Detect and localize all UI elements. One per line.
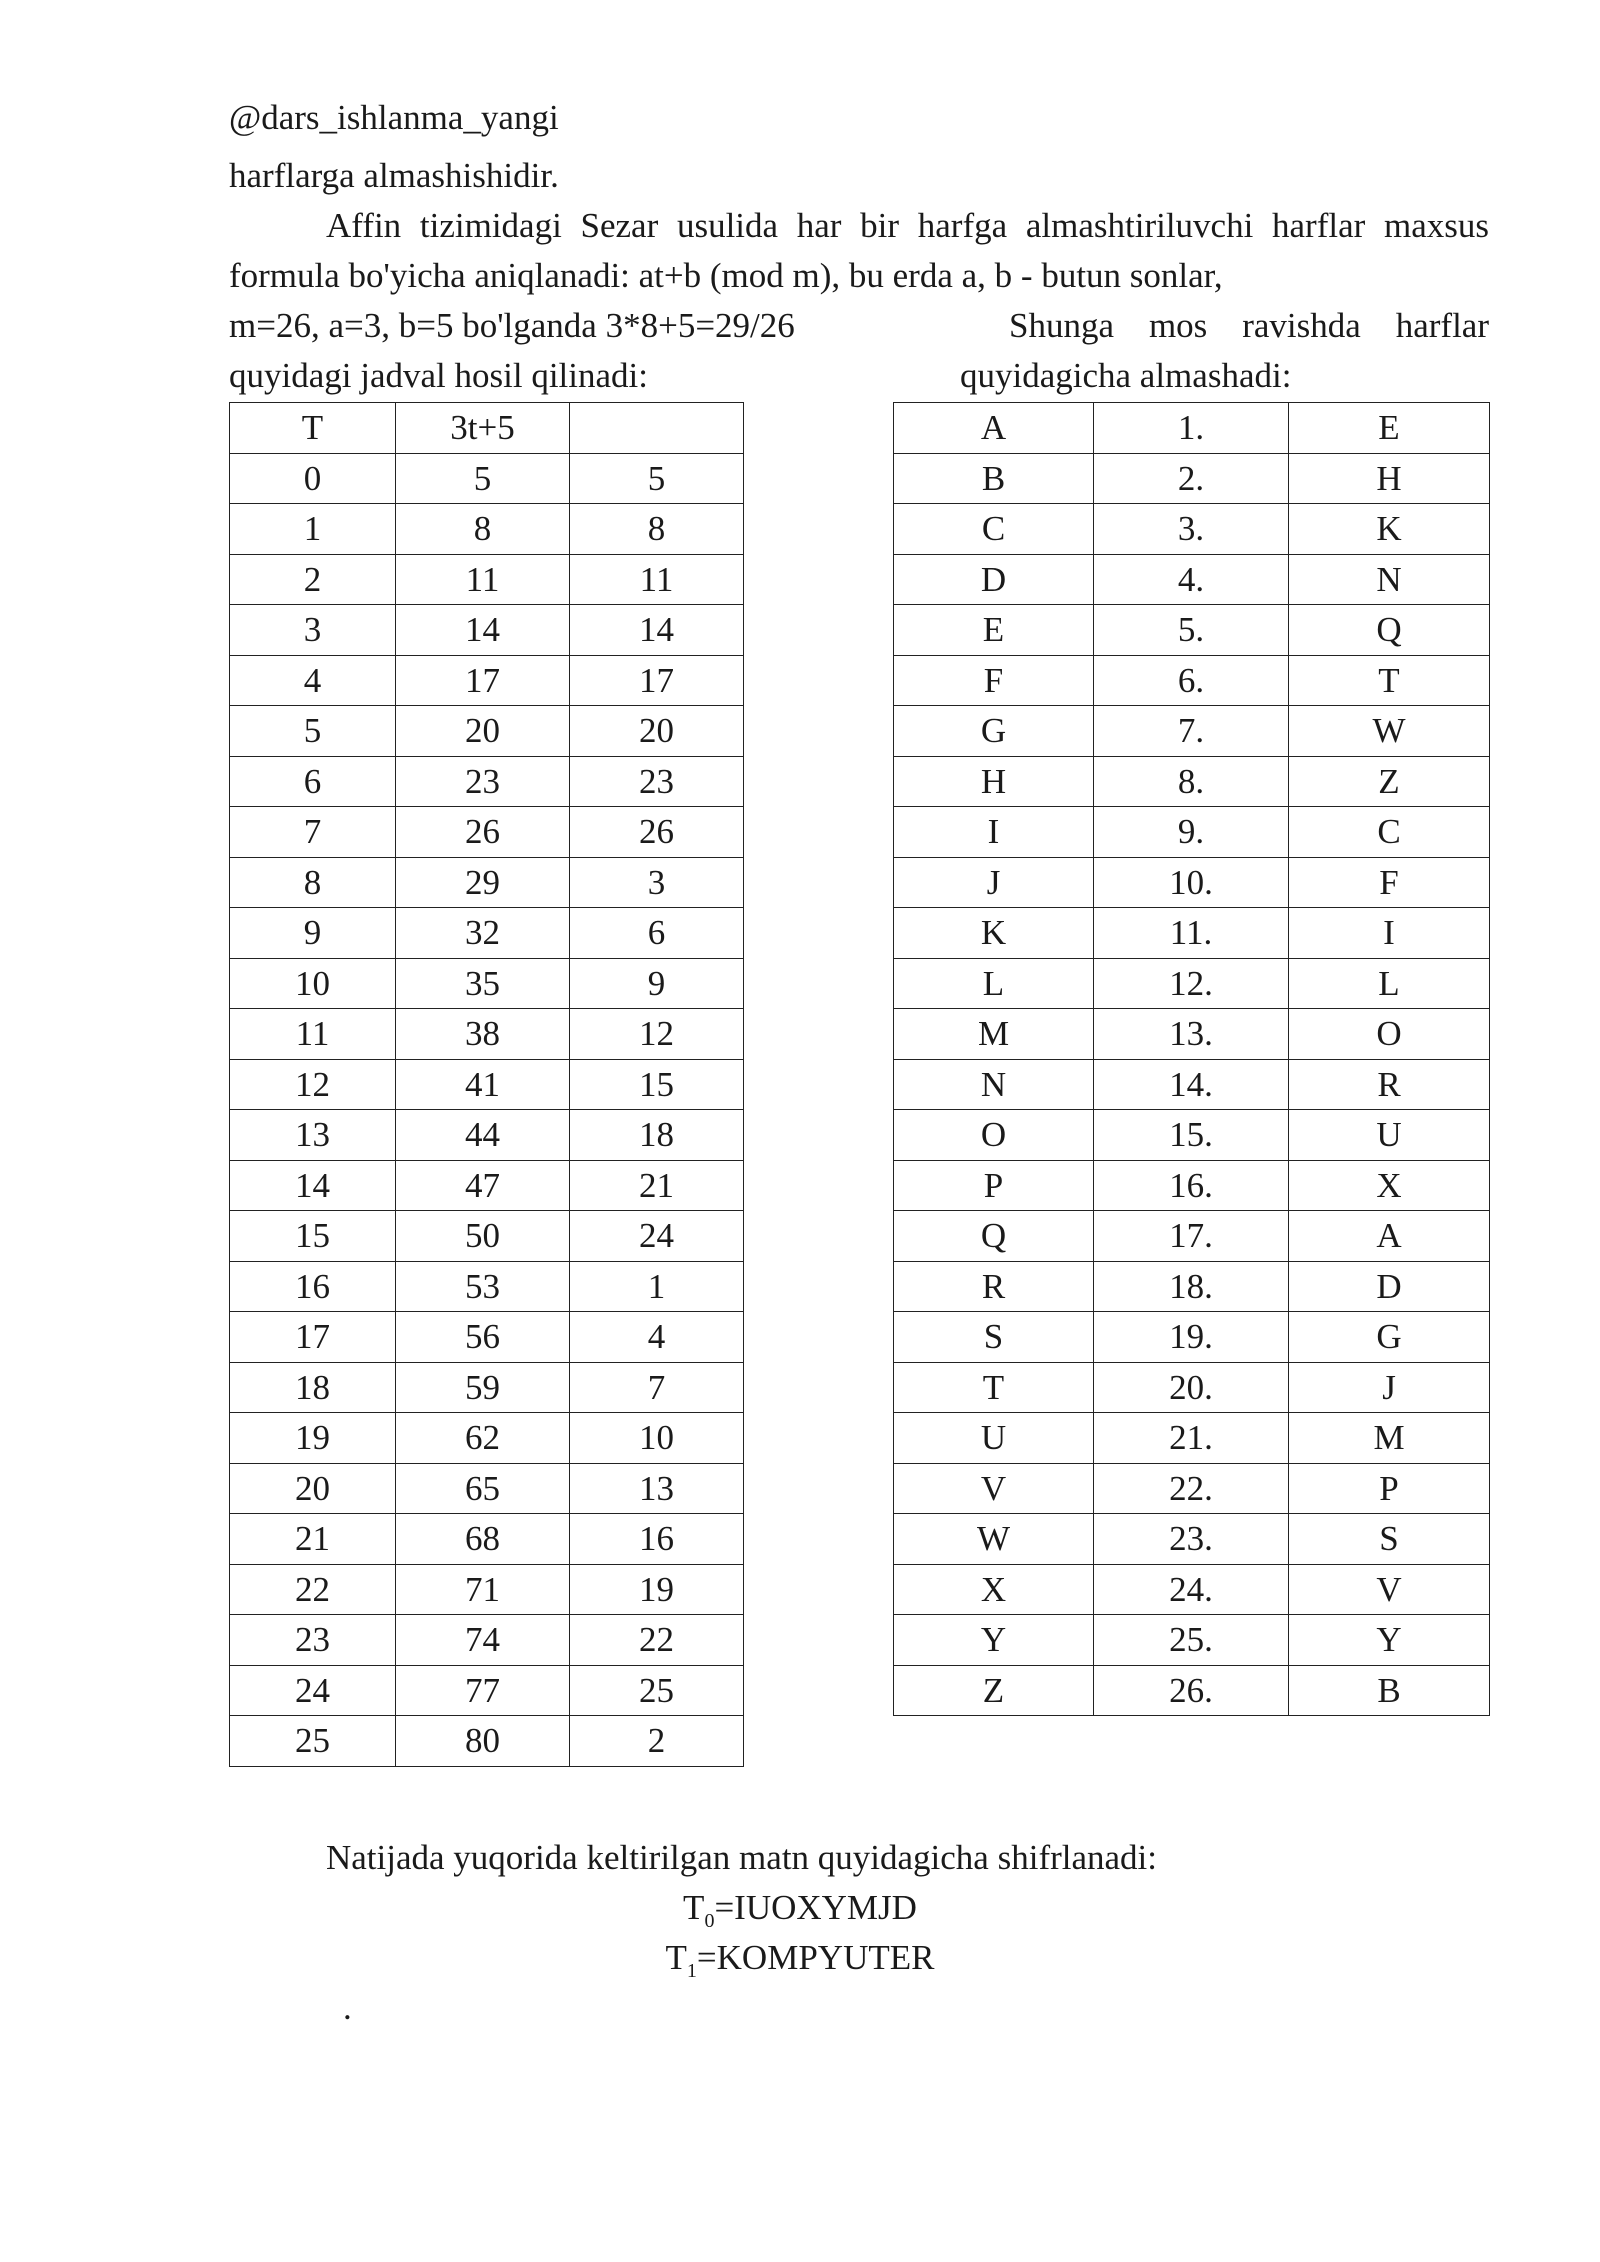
table-cell: I bbox=[1289, 908, 1490, 959]
table-cell: W bbox=[1289, 706, 1490, 757]
table-row bbox=[894, 1564, 1490, 1615]
table-cell: U bbox=[894, 1413, 1094, 1464]
table-row bbox=[230, 1716, 744, 1767]
table-cell: 26 bbox=[396, 807, 570, 858]
t1-subscript: 1 bbox=[686, 1960, 697, 1982]
table-cell: 1 bbox=[570, 1261, 744, 1312]
table-cell: T bbox=[894, 1362, 1094, 1413]
table-cell: D bbox=[1289, 1261, 1490, 1312]
table-cell: Y bbox=[894, 1615, 1094, 1666]
table-row bbox=[894, 1160, 1490, 1211]
table-cell: Z bbox=[1289, 756, 1490, 807]
table-cell: 17 bbox=[230, 1312, 396, 1363]
table-cell: 10 bbox=[570, 1413, 744, 1464]
table-cell: 4 bbox=[230, 655, 396, 706]
table-row bbox=[230, 1059, 744, 1110]
table-cell: 19 bbox=[570, 1564, 744, 1615]
table-cell: N bbox=[1289, 554, 1490, 605]
table-row bbox=[894, 807, 1490, 858]
table-cell: 32 bbox=[396, 908, 570, 959]
right-caption-line-2: quyidagicha almashadi: bbox=[960, 356, 1292, 395]
table-row bbox=[230, 1564, 744, 1615]
table-cell: 2. bbox=[1094, 453, 1289, 504]
table-cell: 6 bbox=[570, 908, 744, 959]
table-row bbox=[894, 1009, 1490, 1060]
table-row bbox=[894, 1514, 1490, 1565]
table-cell: N bbox=[894, 1059, 1094, 1110]
table-row bbox=[894, 504, 1490, 555]
table-cell: 11. bbox=[1094, 908, 1289, 959]
calculation-table bbox=[229, 402, 744, 1767]
trailing-dot: . bbox=[343, 1988, 352, 2027]
table-row bbox=[230, 958, 744, 1009]
table-cell: 10. bbox=[1094, 857, 1289, 908]
table-row bbox=[230, 1110, 744, 1161]
table-cell: 41 bbox=[396, 1059, 570, 1110]
header-cell: T bbox=[230, 403, 396, 454]
table-cell: 59 bbox=[396, 1362, 570, 1413]
table-row bbox=[894, 1312, 1490, 1363]
table-row bbox=[230, 1514, 744, 1565]
table-row bbox=[230, 1413, 744, 1464]
table-row bbox=[894, 1463, 1490, 1514]
table-cell: 21. bbox=[1094, 1413, 1289, 1464]
table-row bbox=[894, 1665, 1490, 1716]
table-cell: 7 bbox=[570, 1362, 744, 1413]
table-row bbox=[894, 403, 1490, 454]
table-cell: E bbox=[1289, 403, 1490, 454]
table-cell: K bbox=[894, 908, 1094, 959]
table-cell: 20 bbox=[570, 706, 744, 757]
table-cell: 7 bbox=[230, 807, 396, 858]
table-cell: 24 bbox=[230, 1665, 396, 1716]
table-row bbox=[230, 1665, 744, 1716]
table-cell: 44 bbox=[396, 1110, 570, 1161]
table-row bbox=[230, 1312, 744, 1363]
table-row bbox=[230, 1211, 744, 1262]
table-cell: 8 bbox=[570, 504, 744, 555]
cipher-t0 bbox=[0, 1883, 1600, 1933]
table-cell: B bbox=[894, 453, 1094, 504]
table-cell: 6 bbox=[230, 756, 396, 807]
table-header-row bbox=[230, 403, 744, 454]
table-cell: G bbox=[894, 706, 1094, 757]
table-row bbox=[230, 1362, 744, 1413]
table-cell: 65 bbox=[396, 1463, 570, 1514]
table-cell: 1. bbox=[1094, 403, 1289, 454]
table-cell: 68 bbox=[396, 1514, 570, 1565]
table-cell: L bbox=[894, 958, 1094, 1009]
table-cell: 9 bbox=[230, 908, 396, 959]
table-cell: 38 bbox=[396, 1009, 570, 1060]
table-cell: 23 bbox=[570, 756, 744, 807]
table-cell: H bbox=[1289, 453, 1490, 504]
table-cell: 50 bbox=[396, 1211, 570, 1262]
table-cell: 25 bbox=[230, 1716, 396, 1767]
table-cell: J bbox=[894, 857, 1094, 908]
paragraph-line-2: formula bo'yicha aniqlanadi: at+b (mod m), bu erda a, b - butun sonlar, bbox=[229, 256, 1223, 295]
table-cell: 15 bbox=[230, 1211, 396, 1262]
table-cell: 3 bbox=[230, 605, 396, 656]
table-row bbox=[230, 554, 744, 605]
header-cell bbox=[570, 403, 744, 454]
t0-letter: T bbox=[683, 1888, 705, 1927]
table-cell: 4 bbox=[570, 1312, 744, 1363]
cipher-t1 bbox=[0, 1933, 1600, 1983]
table-cell: 5. bbox=[1094, 605, 1289, 656]
table-cell: 24 bbox=[570, 1211, 744, 1262]
table-row bbox=[230, 706, 744, 757]
t0-subscript: 0 bbox=[704, 1910, 715, 1932]
table-row bbox=[894, 857, 1490, 908]
table-cell: 12. bbox=[1094, 958, 1289, 1009]
table-cell: O bbox=[894, 1110, 1094, 1161]
table-cell: S bbox=[1289, 1514, 1490, 1565]
table-row bbox=[230, 857, 744, 908]
table-row bbox=[230, 605, 744, 656]
table-cell: 24. bbox=[1094, 1564, 1289, 1615]
table-cell: Q bbox=[894, 1211, 1094, 1262]
table-cell: 74 bbox=[396, 1615, 570, 1666]
table-row bbox=[894, 1059, 1490, 1110]
paragraph-line-1: Affin tizimidagi Sezar usulida har bir harfga almashtiriluvchi harflar maxsus bbox=[326, 206, 1489, 245]
table-cell: T bbox=[1289, 655, 1490, 706]
table-row bbox=[894, 1211, 1490, 1262]
table-cell: R bbox=[894, 1261, 1094, 1312]
table-cell: 18 bbox=[230, 1362, 396, 1413]
table-cell: 47 bbox=[396, 1160, 570, 1211]
table-cell: 5 bbox=[396, 453, 570, 504]
table-cell: C bbox=[1289, 807, 1490, 858]
table-cell: K bbox=[1289, 504, 1490, 555]
table-cell: P bbox=[894, 1160, 1094, 1211]
table-cell: V bbox=[1289, 1564, 1490, 1615]
table-row bbox=[230, 453, 744, 504]
table-cell: 10 bbox=[230, 958, 396, 1009]
table-cell: R bbox=[1289, 1059, 1490, 1110]
table-row bbox=[894, 554, 1490, 605]
table-row bbox=[230, 908, 744, 959]
table-cell: 0 bbox=[230, 453, 396, 504]
table-cell: 22 bbox=[570, 1615, 744, 1666]
table-cell: 8 bbox=[396, 504, 570, 555]
table-cell: X bbox=[894, 1564, 1094, 1615]
table-row bbox=[230, 1463, 744, 1514]
table-cell: 21 bbox=[570, 1160, 744, 1211]
table-cell: 6. bbox=[1094, 655, 1289, 706]
table-cell: L bbox=[1289, 958, 1490, 1009]
table-cell: 22 bbox=[230, 1564, 396, 1615]
table-cell: 19. bbox=[1094, 1312, 1289, 1363]
table-cell: P bbox=[1289, 1463, 1490, 1514]
t1-value: =KOMPYUTER bbox=[696, 1938, 935, 1977]
table-cell: 26. bbox=[1094, 1665, 1289, 1716]
table-cell: 22. bbox=[1094, 1463, 1289, 1514]
table-row bbox=[894, 1615, 1490, 1666]
table-row bbox=[894, 655, 1490, 706]
table-cell: Z bbox=[894, 1665, 1094, 1716]
table-row bbox=[230, 1009, 744, 1060]
table-cell: 7. bbox=[1094, 706, 1289, 757]
table-cell: 8 bbox=[230, 857, 396, 908]
table-cell: J bbox=[1289, 1362, 1490, 1413]
table-cell: 9. bbox=[1094, 807, 1289, 858]
table-row bbox=[230, 1615, 744, 1666]
table-cell: 15. bbox=[1094, 1110, 1289, 1161]
table-cell: 21 bbox=[230, 1514, 396, 1565]
table-cell: 25 bbox=[570, 1665, 744, 1716]
table-cell: 4. bbox=[1094, 554, 1289, 605]
table-cell: 3. bbox=[1094, 504, 1289, 555]
table-row bbox=[894, 1362, 1490, 1413]
t0-value: =IUOXYMJD bbox=[714, 1888, 917, 1927]
table-cell: U bbox=[1289, 1110, 1490, 1161]
table-cell: M bbox=[894, 1009, 1094, 1060]
intro-text: harflarga almashishidir. bbox=[229, 156, 559, 195]
table-cell: 20 bbox=[396, 706, 570, 757]
table-cell: 3 bbox=[570, 857, 744, 908]
table-cell: 2 bbox=[570, 1716, 744, 1767]
table-cell: C bbox=[894, 504, 1094, 555]
table-cell: 5 bbox=[570, 453, 744, 504]
table-cell: M bbox=[1289, 1413, 1490, 1464]
table-cell: 20 bbox=[230, 1463, 396, 1514]
table-cell: 56 bbox=[396, 1312, 570, 1363]
table-cell: 9 bbox=[570, 958, 744, 1009]
table-row bbox=[230, 756, 744, 807]
table-cell: 23 bbox=[230, 1615, 396, 1666]
table-cell: 14 bbox=[230, 1160, 396, 1211]
table-cell: O bbox=[1289, 1009, 1490, 1060]
table-cell: V bbox=[894, 1463, 1094, 1514]
table-cell: 62 bbox=[396, 1413, 570, 1464]
table-row bbox=[894, 1261, 1490, 1312]
table-cell: E bbox=[894, 605, 1094, 656]
table-cell: I bbox=[894, 807, 1094, 858]
header-cell: 3t+5 bbox=[396, 403, 570, 454]
table-cell: X bbox=[1289, 1160, 1490, 1211]
table-row bbox=[894, 1413, 1490, 1464]
table-row bbox=[230, 1160, 744, 1211]
table-cell: A bbox=[1289, 1211, 1490, 1262]
t1-letter: T bbox=[665, 1938, 687, 1977]
table-row bbox=[230, 504, 744, 555]
table-cell: F bbox=[894, 655, 1094, 706]
table-row bbox=[894, 958, 1490, 1009]
table-cell: 77 bbox=[396, 1665, 570, 1716]
table-row bbox=[894, 605, 1490, 656]
table-cell: B bbox=[1289, 1665, 1490, 1716]
table-cell: 15 bbox=[570, 1059, 744, 1110]
table-row bbox=[894, 1110, 1490, 1161]
table-cell: 2 bbox=[230, 554, 396, 605]
table-row bbox=[894, 706, 1490, 757]
substitution-table bbox=[893, 402, 1490, 1716]
table-cell: 35 bbox=[396, 958, 570, 1009]
table-cell: A bbox=[894, 403, 1094, 454]
table-cell: W bbox=[894, 1514, 1094, 1565]
table-row bbox=[894, 908, 1490, 959]
table-cell: 23. bbox=[1094, 1514, 1289, 1565]
table-cell: 18 bbox=[570, 1110, 744, 1161]
table-cell: 1 bbox=[230, 504, 396, 555]
header-handle: @dars_ishlanma_yangi bbox=[229, 98, 559, 137]
table-cell: 16 bbox=[230, 1261, 396, 1312]
table-cell: 5 bbox=[230, 706, 396, 757]
table-cell: Y bbox=[1289, 1615, 1490, 1666]
table-cell: 11 bbox=[570, 554, 744, 605]
table-cell: 14 bbox=[570, 605, 744, 656]
table-cell: 17 bbox=[396, 655, 570, 706]
table-cell: 11 bbox=[230, 1009, 396, 1060]
table-cell: 8. bbox=[1094, 756, 1289, 807]
table-cell: 12 bbox=[230, 1059, 396, 1110]
table-cell: 20. bbox=[1094, 1362, 1289, 1413]
table-cell: Q bbox=[1289, 605, 1490, 656]
table-row bbox=[894, 756, 1490, 807]
table-cell: 14. bbox=[1094, 1059, 1289, 1110]
table-cell: 17. bbox=[1094, 1211, 1289, 1262]
table-cell: 71 bbox=[396, 1564, 570, 1615]
table-cell: 19 bbox=[230, 1413, 396, 1464]
result-intro: Natijada yuqorida keltirilgan matn quyidagicha shifrlanadi: bbox=[326, 1838, 1157, 1877]
paragraph-line-4: quyidagi jadval hosil qilinadi: bbox=[229, 356, 648, 395]
table-cell: 13. bbox=[1094, 1009, 1289, 1060]
table-cell: 29 bbox=[396, 857, 570, 908]
right-caption-line-1: Shunga mos ravishda harflar bbox=[1009, 306, 1489, 345]
table-cell: 18. bbox=[1094, 1261, 1289, 1312]
table-row bbox=[230, 655, 744, 706]
table-cell: 11 bbox=[396, 554, 570, 605]
table-cell: 53 bbox=[396, 1261, 570, 1312]
table-cell: H bbox=[894, 756, 1094, 807]
table-cell: S bbox=[894, 1312, 1094, 1363]
table-row bbox=[894, 453, 1490, 504]
table-row bbox=[230, 807, 744, 858]
table-cell: F bbox=[1289, 857, 1490, 908]
table-row bbox=[230, 1261, 744, 1312]
table-cell: 16. bbox=[1094, 1160, 1289, 1211]
table-cell: 16 bbox=[570, 1514, 744, 1565]
table-cell: D bbox=[894, 554, 1094, 605]
table-cell: 23 bbox=[396, 756, 570, 807]
table-cell: 25. bbox=[1094, 1615, 1289, 1666]
table-cell: 17 bbox=[570, 655, 744, 706]
table-cell: 14 bbox=[396, 605, 570, 656]
table-cell: 13 bbox=[230, 1110, 396, 1161]
table-cell: 12 bbox=[570, 1009, 744, 1060]
table-cell: G bbox=[1289, 1312, 1490, 1363]
paragraph-line-3: m=26, a=3, b=5 bo'lganda 3*8+5=29/26 bbox=[229, 306, 795, 345]
table-cell: 13 bbox=[570, 1463, 744, 1514]
table-cell: 26 bbox=[570, 807, 744, 858]
table-cell: 80 bbox=[396, 1716, 570, 1767]
